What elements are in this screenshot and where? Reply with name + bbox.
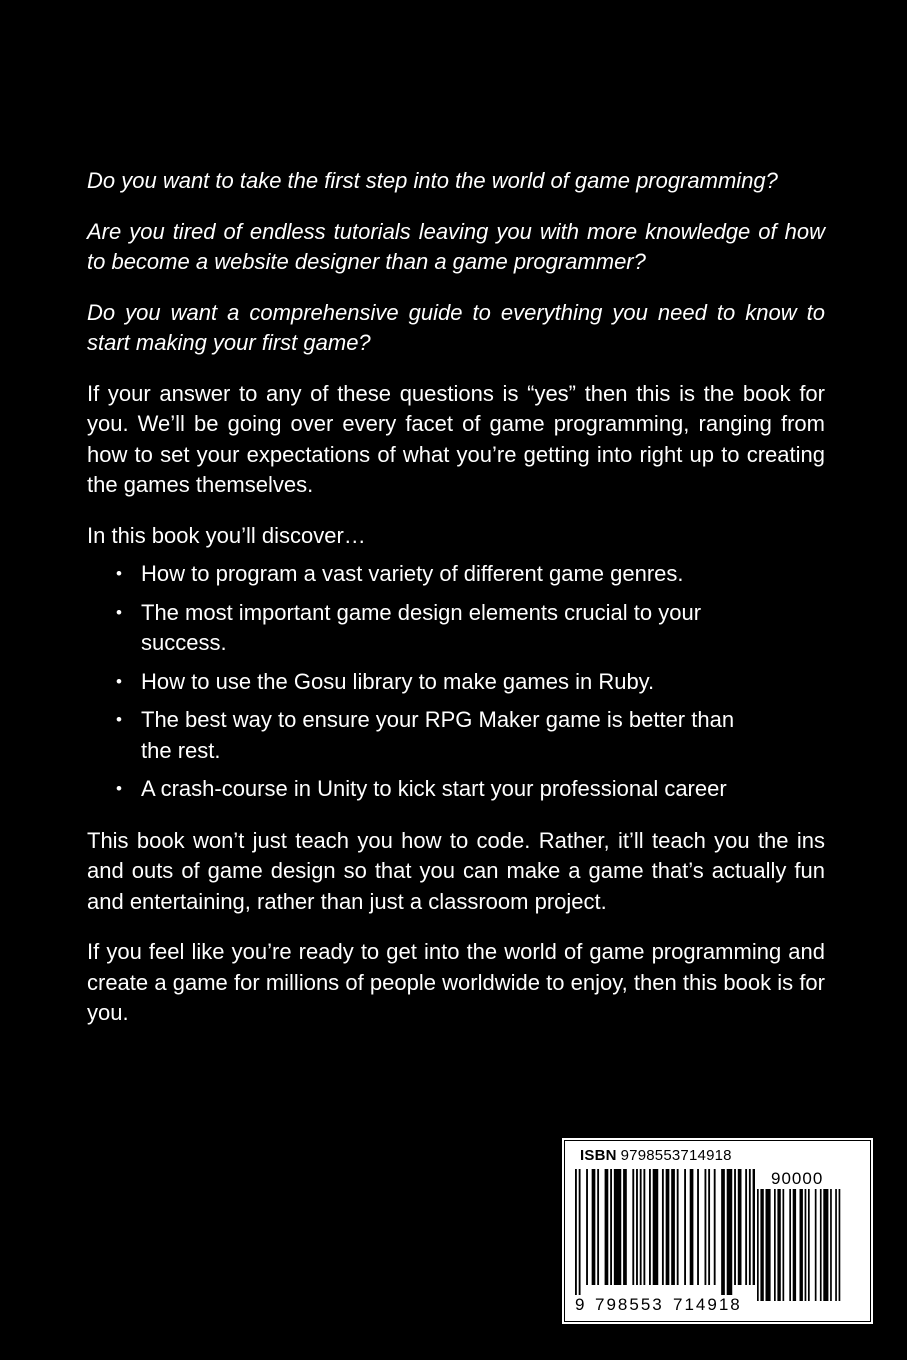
- question-1: Do you want to take the first step into the world of game programming?: [87, 168, 778, 193]
- question-3: Do you want a comprehensive guide to everything you need to know to start making your first game?: [87, 299, 825, 355]
- barcode-digits: [565, 1291, 870, 1317]
- question-2: Are you tired of endless tutorials leaving you with more knowledge of how to become a website designer than a game programmer?: [87, 218, 825, 274]
- digits-left: 798553: [595, 1295, 664, 1314]
- isbn-label: ISBN: [580, 1147, 617, 1164]
- closing-paragraph: If you feel like you’re ready to get into the world of game programming and create a game for millions of people worldwide to enjoy, then this book is for you.: [87, 939, 825, 1025]
- barcode-bars: [575, 1169, 755, 1295]
- teach-paragraph: This book won’t just teach you how to code. Rather, it’ll teach you the ins and outs of game design so that you can make a game that’s actually fun and entertaining, rather than just a classroom project.: [87, 827, 825, 914]
- discover-list: [87, 559, 825, 805]
- answer-paragraph: If your answer to any of these questions is “yes” then this is the book for you. We’ll be going over every facet of game programming, ranging from how to set your expectations of what you’re getting into right up to creating the games themselves.: [87, 380, 825, 497]
- discover-intro: In this book you’ll discover…: [87, 522, 366, 548]
- addon-number: 90000: [771, 1169, 824, 1188]
- digit-first: 9: [575, 1295, 585, 1314]
- isbn-barcode: [564, 1140, 871, 1322]
- isbn-line: [580, 1147, 732, 1164]
- list-item: • How to use the Gosu library to make games in Ruby.: [87, 667, 761, 698]
- list-item: • The most important game design elements crucial to your success.: [87, 598, 761, 659]
- digits-right: 714918: [673, 1295, 742, 1314]
- list-item: • A crash-course in Unity to kick start your professional career: [87, 774, 761, 805]
- list-item: • The best way to ensure your RPG Maker game is better than the rest.: [87, 705, 761, 766]
- list-item: • How to program a vast variety of different game genres.: [87, 559, 761, 590]
- isbn-number: 9798553714918: [620, 1147, 732, 1164]
- blurb: [87, 166, 825, 1049]
